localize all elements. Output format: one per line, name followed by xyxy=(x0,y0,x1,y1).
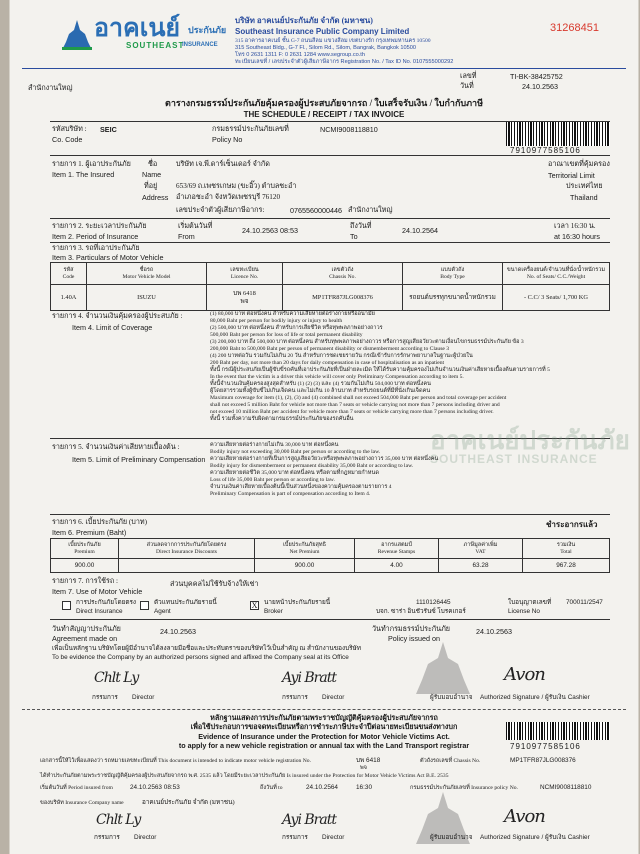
insured-address-2: อำเภอชะอำ จังหวัดเพชรบุรี 76120 xyxy=(176,193,281,201)
signature-director-2-bottom: Ayi Bratt xyxy=(282,812,336,828)
policy-document xyxy=(10,0,638,854)
usage-value: ส่วนบุคคลไม่ใช้รับจ้างให้เช่า xyxy=(170,580,259,588)
company-seal-icon xyxy=(408,640,478,696)
title-th: ตารางกรมธรรม์ประกันภัยคุ้มครองผู้ประสบภัยจากรถ / ใบเสร็จรับเงิน / ใบกำกับภาษี xyxy=(164,98,484,108)
barcode-text: 7910977585106 xyxy=(510,146,581,155)
vehicle-item-th: รายการ 3. รถที่เอาประกันภัย xyxy=(52,244,140,252)
temple-icon xyxy=(60,20,94,50)
premium-item-en: Item 6. Premium (Baht) xyxy=(52,528,127,537)
witness-th: เพื่อเป็นหลักฐาน บริษัทโดยผู้มีอำนาจได้ลงลายมือชื่อและประทับตราของบริษัทไว้เป็นสำคัญ ณ สำนักงานของบริษัท xyxy=(52,645,361,652)
usage-item-en: Item 7. Use of Motor Vehicle xyxy=(52,587,143,596)
stamp-value: 4.00 xyxy=(355,559,439,573)
evidence-time: 16:30 xyxy=(356,784,372,791)
evidence-chassis: MP1TFR87JLG008376 xyxy=(510,757,576,764)
signature-director-2: Ayi Bratt xyxy=(282,670,336,686)
tax-id-label: เลขประจำตัวผู้เสียภาษีอากร: xyxy=(176,206,265,214)
broker-label-en: Broker xyxy=(264,608,283,615)
stamp-paid: ชำระอากรแล้ว xyxy=(546,520,598,529)
premium-row xyxy=(51,559,610,573)
co-code-label-en: Co. Code xyxy=(52,135,83,144)
evidence-line-2: ได้ทำประกันภัยตามพระราชบัญญัติคุ้มครองผู้ประสบภัยจากรถ พ.ศ. 2535 แล้ว โดยมีระยะเวลาประกันภัย Is insured under the Protection for Motor Vehicle Victims Act B.E. 2535 xyxy=(40,773,449,779)
evidence-plate: บพ 6418 xyxy=(356,757,381,764)
vehicle-table xyxy=(50,262,610,311)
signer-3-th: ผู้รับมอบอำนาจ xyxy=(430,694,473,701)
period-item-th: รายการ 2. ระยะเวลาประกันภัย xyxy=(52,222,147,230)
country-en: Thailand xyxy=(570,193,598,202)
tax-branch: สำนักงานใหญ่ xyxy=(348,206,393,214)
vehicle-col-body: แบบตัวถัง Body Type xyxy=(403,263,503,285)
signer-1-th: กรรมการ xyxy=(92,694,118,701)
ref-no-label: เลขที่ xyxy=(460,72,477,80)
signature-director-1: Chlt Ly xyxy=(94,670,139,686)
barcode-bottom xyxy=(506,722,610,740)
discount-value xyxy=(119,559,255,573)
logo-thai-small: ประกันภัย xyxy=(188,25,227,35)
vehicle-col-code: รหัส Code xyxy=(51,263,87,285)
logo-thai: อาคเนย์ xyxy=(94,14,181,42)
vat-value: 63.28 xyxy=(439,559,523,573)
total-value: 967.28 xyxy=(523,559,610,573)
title-en: THE SCHEDULE / RECEIPT / TAX INVOICE xyxy=(243,110,405,119)
signer-1-th-bottom: กรรมการ xyxy=(94,834,120,841)
vehicle-body: รถยนต์บรรทุกขนาดน้ำหนักรวม xyxy=(403,285,503,311)
co-code: SEIC xyxy=(100,125,117,134)
company-logo xyxy=(60,14,232,54)
issued-label-en: Policy issued on xyxy=(388,634,440,643)
signature-authorized: Avon xyxy=(504,664,545,685)
addr-label-th: ที่อยู่ xyxy=(144,182,158,190)
signer-1-en-bottom: Director xyxy=(134,834,157,841)
agent-label-en: Agent xyxy=(154,608,171,615)
vehicle-seats: - C.C/ 3 Seats/ 1,700 KG xyxy=(503,285,610,311)
doc-number: 31268451 xyxy=(550,22,599,34)
company-name-th: บริษัท อาคเนย์ประกันภัย จำกัด (มหาชน) xyxy=(235,16,373,25)
barcode-bottom-text: 7910977585106 xyxy=(510,742,581,751)
from-label-th: เริ่มต้นวันที่ xyxy=(178,222,213,230)
signer-2-th: กรรมการ xyxy=(282,694,308,701)
vehicle-col-licence: เลขทะเบียน Licence No. xyxy=(207,263,283,285)
prelim-lines: ความเสียหายต่อร่างกายไม่เกิน 30,000 บาท ต่อหนึ่งคน Bodily injury not exceeding 30,000 Baht per person or according to the law. ความเสียหายต่อร่างกายที่เป็นการสูญเสียอวัยวะหรือทุพพลภาพอย่างถาวร 35,000 บาท ต่อหนึ่งคน Bodily injury for dismemberment or permanent disability 35,000 Baht or according to law. ความเสียหายต่อชีวิต 35,000 บาท ต่อหนึ่งคน หรือตามที่กฎหมายกำหนด Loss of life 35,000 Baht per person or according to law. จำนวนเงินค่าเสียหายเบื้องต้นนี้เป็นส่วนหนึ่งของความคุ้มครองตามรายการ 4 Preliminary Compensation is part of compensation according to Item 4. xyxy=(210,442,439,497)
period-from: 24.10.2563 08:53 xyxy=(242,226,298,235)
barcode xyxy=(506,122,610,146)
evidence-from: 24.10.2563 08:53 xyxy=(130,784,180,791)
vehicle-item-en: Item 3. Particulars of Motor Vehicle xyxy=(52,253,164,262)
evidence-plate-sub: พจ xyxy=(360,765,367,771)
coverage-item-en: Item 4. Limit of Coverage xyxy=(72,323,153,332)
broker-checkbox[interactable]: X xyxy=(251,601,258,610)
company-phone: โทร 0 2631 1311 F: 0 2631 1284 www.segroup.co.th xyxy=(235,52,365,58)
to-label-th: ถึงวันที่ xyxy=(350,222,372,230)
tax-id: 0765560000446 xyxy=(290,206,342,215)
vehicle-chassis: MP1TFR87JLG008376 xyxy=(283,285,403,311)
agreement-date: 24.10.2563 xyxy=(160,627,196,636)
addr-label-en: Address xyxy=(142,193,169,202)
company-tax-id: ทะเบียนเลขที่ / เลขประจำตัวผู้เสียภาษีอากร Registration No. / Tax ID No. 0107555000292 xyxy=(235,59,454,65)
signer-3-th-bottom: ผู้รับมอบอำนาจ xyxy=(430,834,473,841)
time-en: at 16:30 hours xyxy=(554,232,600,241)
ref-no: TI-BK-38425752 xyxy=(510,72,563,81)
insured-item-en: Item 1. The Insured xyxy=(52,170,115,179)
policy-label-th: กรมธรรม์ประกันภัยเลขที่ xyxy=(212,125,289,133)
vehicle-col-seats: ขนาดเครื่องยนต์/จำนวนที่นั่ง/น้ำหนักรวม No. of Seats/ C.C./Weight xyxy=(503,263,610,285)
country-th: ประเทศไทย xyxy=(566,182,603,190)
evidence-title-2-th: เพื่อใช้ประกอบการขอจดทะเบียนหรือการชำระภาษีประจำปีต่อนายทะเบียนขนส่งทางบก xyxy=(190,723,458,731)
signature-director-1-bottom: Chlt Ly xyxy=(96,812,141,828)
signer-3-en-bottom: Authorized Signature / ผู้รับเงิน Cashier xyxy=(480,834,590,841)
premium-value: 900.00 xyxy=(51,559,119,573)
period-item-en: Item 2. Period of Insurance xyxy=(52,232,139,241)
prelim-item-en: Item 5. Limit of Preliminary Compensation xyxy=(72,455,206,464)
agent-label-th: ตัวแทนประกันภัยรายนี้ xyxy=(154,599,217,606)
evidence-company-label: ของบริษัท Insurance Company name xyxy=(40,800,124,806)
policy-label-en: Policy No xyxy=(212,135,243,144)
prelim-item-th: รายการ 5. จำนวนเงินค่าเสียหายเบื้องต้น : xyxy=(52,443,180,451)
evidence-to: 24.10.2564 xyxy=(306,784,338,791)
agent-checkbox[interactable] xyxy=(140,601,149,610)
vehicle-code: 1.40A xyxy=(51,285,87,311)
company-address-th: 315 อาคารอาคเนย์ ชั้น G-7 ถนนสีลม แขวงสีลม เขตบางรัก กรุงเทพมหานคร 10500 xyxy=(235,38,431,44)
witness-en: To be evidence the Company by an authorized persons signed and affixed the Company seal at its Office xyxy=(52,654,349,661)
net-premium-value: 900.00 xyxy=(255,559,355,573)
vehicle-col-model: ชื่อรถ Motor Vehicle Model xyxy=(87,263,207,285)
evidence-line-1: เอกสารนี้ให้ไว้เพื่อแสดงว่า รถหมายเลขทะเบียนที่ This document is intended to indicate motor vehicle registration No. xyxy=(40,758,311,764)
insured-item-th: รายการ 1. ผู้เอาประกันภัย xyxy=(52,160,131,168)
coverage-item-th: รายการ 4. จำนวนเงินคุ้มครองผู้ประสบภัย : xyxy=(52,312,183,320)
agreement-label-en: Agreement made on xyxy=(52,634,118,643)
period-to: 24.10.2564 xyxy=(402,226,438,235)
license-label-th: ใบอนุญาตเลขที่ xyxy=(508,599,552,606)
branch-label: สำนักงานใหญ่ xyxy=(28,84,73,92)
signer-3-en: Authorized Signature / ผู้รับเงิน Cashier xyxy=(480,694,590,701)
insured-name: บริษัท เจ.พี.ดาร์เซ็นเดอร์ จำกัด xyxy=(176,160,270,168)
premium-item-th: รายการ 6. เบี้ยประกันภัย (บาท) xyxy=(52,518,147,526)
broker-code: 1110126445 xyxy=(416,599,451,606)
evidence-title-2-en: to apply for a new vehicle registration or annual tax with the Land Transport registrar xyxy=(178,741,470,750)
to-label-en: To xyxy=(350,232,358,241)
from-label-en: From xyxy=(178,232,195,241)
usage-item-th: รายการ 7. การใช้รถ : xyxy=(52,577,118,585)
evidence-company: อาคเนย์ประกันภัย จำกัด (มหาชน) xyxy=(142,799,235,806)
company-name-en: Southeast Insurance Public Company Limited xyxy=(235,27,410,36)
ref-date: 24.10.2563 xyxy=(522,82,558,91)
signer-1-en: Director xyxy=(132,694,155,701)
evidence-to-label: ถึงวันที่ to xyxy=(260,785,283,791)
name-label-th: ชื่อ xyxy=(148,160,158,168)
vehicle-model: ISUZU xyxy=(87,285,207,311)
territory-en: Territorial Limit xyxy=(548,171,595,180)
evidence-chassis-label: ตัวถังรถเลขที่ Chassis No. xyxy=(420,758,481,764)
co-code-label-th: รหัสบริษัท : xyxy=(52,125,87,133)
direct-label-en: Direct Insurance xyxy=(76,608,123,615)
watermark-th: อาคเนย์ประกันภัย xyxy=(430,425,630,455)
vehicle-row xyxy=(51,285,610,311)
coverage-lines: (1) 80,000 บาท ต่อหนึ่งคน สำหรับความเสียหายต่อร่างกายหรืออนามัย 80,000 Baht per person for bodily injury or injury to health (2) 500,000 บาท ต่อหนึ่งคน สำหรับการเสียชีวิต หรือทุพพลภาพอย่างถาวร 500,000 Baht per person for loss of life or total permanent disability (3) 200,000 บาท ถึง 500,000 บาท ต่อหนึ่งคน สำหรับทุพพลภาพอย่างถาวร หรือการสูญเสียอวัยวะตามเงื่อนไขกรมธรรม์ประกันภัย ข้อ 3 200,000 Baht to 500,000 Baht per person of permanent disability or dismemberment according to Clause 3 (4) 200 บาทต่อวัน รวมกันไม่เกิน 20 วัน สำหรับการชดเชยรายวัน กรณีเข้ารับการรักษาพยาบาลในฐานะผู้ป่วยใน 200 Baht per day, not more than 20 days for daily compensation in case of hospitalisation as an inpatient ทั้งนี้ กรณีผู้ประสบภัยเป็นผู้ขับขี่รถคันที่เอาประกันภัยที่เป็นฝ่ายละเมิด ให้ได้รับความคุ้มครองไม่เกินจำนวนเงินค่าเสียหายเบื้องต้นตามรายการที่ 5 In the event that the victim is a driver this vehicle will cover only Preliminary Compensation according to item 5. ทั้งนี้จำนวนเงินคุ้มครองสูงสุดสำหรับ (1) (2) (3) และ (4) รวมกันไม่เกิน 504,000 บาท ต่อหนึ่งคน ผู้โดยสารรวมทั้งผู้ขับขี่ไม่เกินเจ็ดคน และไม่เกิน 10 ล้านบาท สำหรับรถยนต์ที่มีที่นั่งเกินเจ็ดคน Maximum coverage for item (1), (2), (3) and (4) combined shall not exceed 504,000 Baht per person and total coverage per accident shall not exceed 5 million Baht for vehicle not more than 7 seats or vehicle carrying not more than 7 persons including driver and not exceed 10 million Baht per accident for vehicle more than 7 seats or vehicle carrying more than 7 persons including driver. ทั้งนี้ รวมทั้งความรับผิดตามกรมธรรม์ประกันภัยของรถคันอื่น xyxy=(210,311,550,422)
signer-2-th-bottom: กรรมการ xyxy=(282,834,308,841)
vehicle-plate: บพ 6418 พจ xyxy=(207,285,283,311)
evidence-policy: NCMI9008118810 xyxy=(540,784,592,791)
signer-2-en: Director xyxy=(322,694,345,701)
evidence-title-1-th: หลักฐานแสดงการประกันภัยตามพระราชบัญญัติคุ้มครองผู้ประสบภัยจากรถ xyxy=(210,714,438,722)
name-label-en: Name xyxy=(142,170,162,179)
logo-en: SOUTHEAST xyxy=(126,41,185,50)
evidence-from-label: เริ่มต้นวันที่ Period insured from xyxy=(40,785,113,791)
signature-authorized-bottom: Avon xyxy=(504,806,545,827)
premium-table: เบี้ยประกันภัย Premium ส่วนลดจากการประกันภัยโดยตรง Direct Insurance Discounts เบี้ยประกันภัยสุทธิ Net Premium อากรแสตมป์ Revenue Stamps ภาษีมูลค่าเพิ่ม VAT รวมเงิน Total 900.00 900.00 4.00 63.28 967.28 xyxy=(50,538,610,573)
agreement-label-th: วันทำสัญญาประกันภัย xyxy=(52,625,121,633)
policy-number: NCMI9008118810 xyxy=(320,125,378,134)
issued-label-th: วันทำกรมธรรม์ประกันภัย xyxy=(372,625,451,633)
territory-th: อาณาเขตที่คุ้มครอง xyxy=(548,160,610,168)
insured-address-1: 653/69 ถ.เพชรเกษม (ขะอิ๊ว) ตำบลชะอำ xyxy=(176,182,297,190)
license-label-en: License No xyxy=(508,608,540,615)
direct-label-th: การประกันภัยโดยตรง xyxy=(76,599,137,606)
logo-en-small: INSURANCE xyxy=(182,42,218,48)
issued-date: 24.10.2563 xyxy=(476,627,512,636)
vehicle-col-chassis: เลขตัวถัง Chassis No. xyxy=(283,263,403,285)
company-address-en: 315 Southeast Bldg., G-7 Fl., Silom Rd., Silom, Bangrak, Bangkok 10500 xyxy=(235,45,416,51)
time-th: เวลา 16:30 น. xyxy=(554,222,596,230)
evidence-title-1-en: Evidence of Insurance under the Protection for Motor Vehicle Victims Act. xyxy=(198,732,450,741)
evidence-policy-label: กรมธรรม์ประกันภัยเลขที่ Insurance policy No. xyxy=(410,785,518,791)
license-no: 700011/2547 xyxy=(566,599,603,606)
ref-date-label: วันที่ xyxy=(460,82,474,90)
watermark-en: SOUTHEAST INSURANCE xyxy=(430,452,598,466)
broker-name: บจก. ซาร่า อินชัวรันซ์ โบรคเกอร์ xyxy=(376,608,466,615)
signer-2-en-bottom: Director xyxy=(322,834,345,841)
broker-label-th: นายหน้าประกันภัยรายนี้ xyxy=(264,599,331,606)
direct-checkbox[interactable] xyxy=(62,601,71,610)
